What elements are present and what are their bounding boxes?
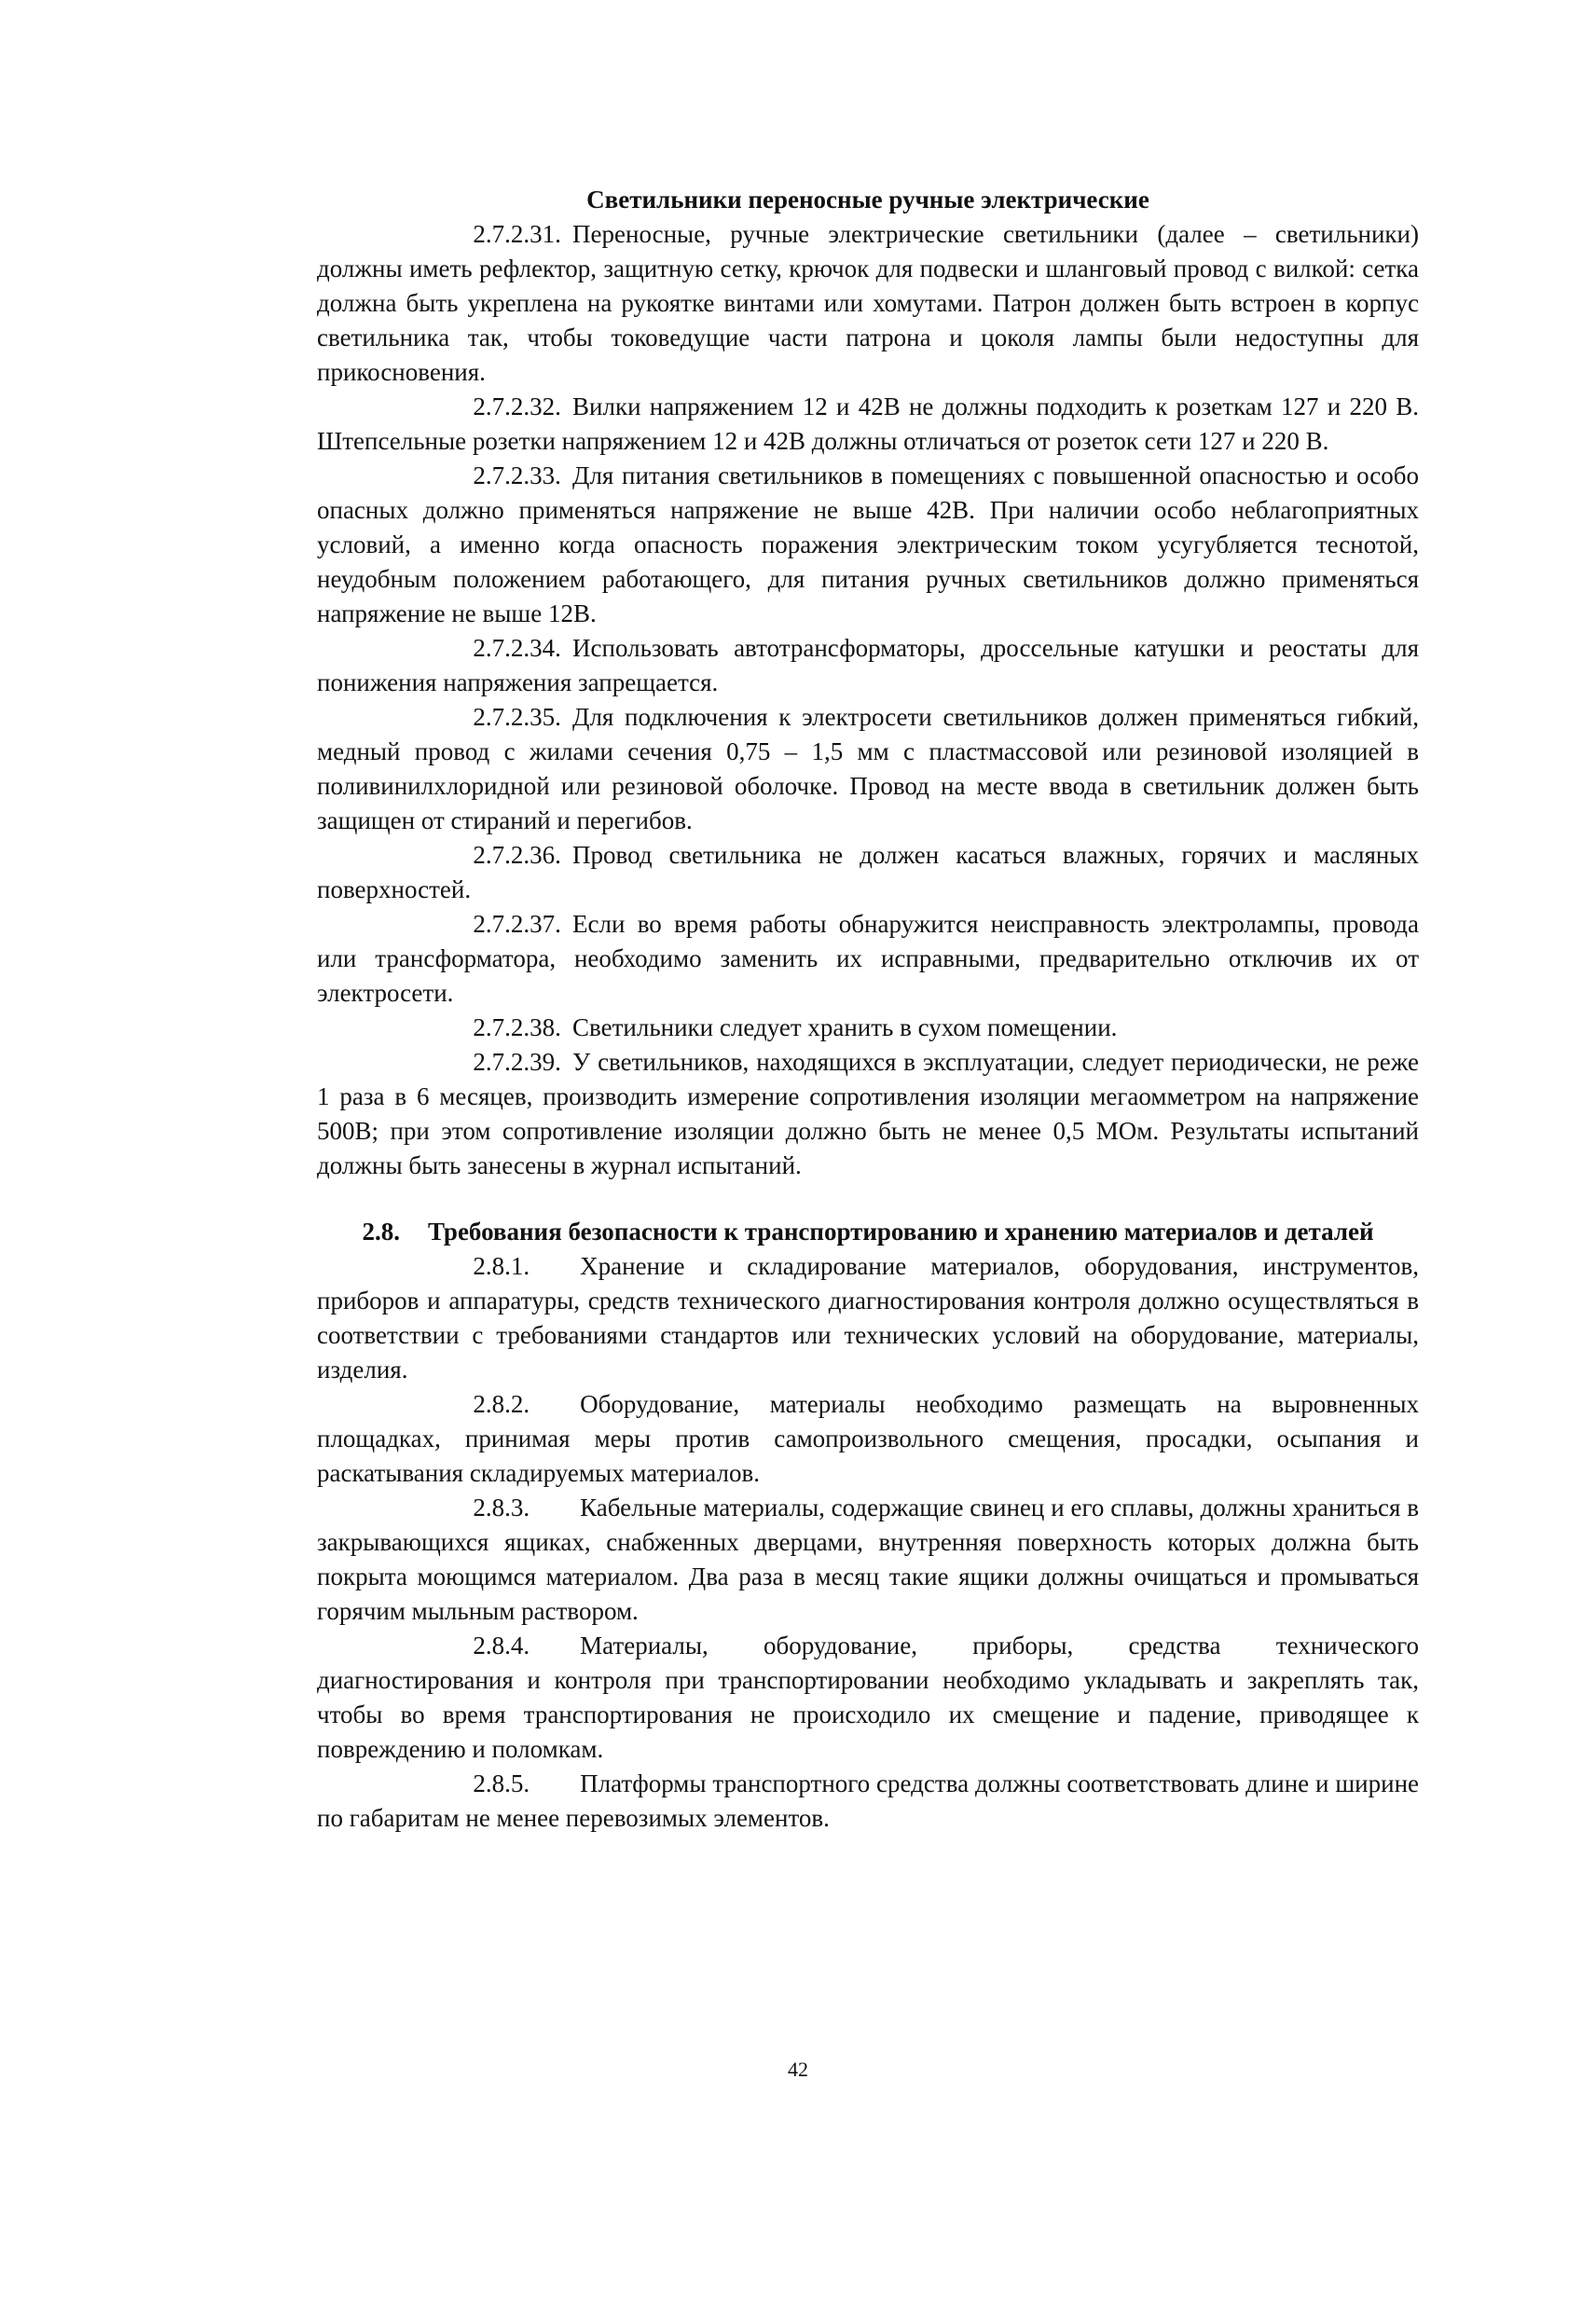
paragraph	[317, 459, 1419, 631]
paragraph-text: Платформы транспортного средства должны соответствовать длине и ширине по габаритам не менее перевозимых элементов.	[317, 1769, 1419, 1832]
paragraph	[317, 1491, 1419, 1629]
subsection-heading: Светильники переносные ручные электрические	[586, 186, 1149, 213]
paragraph-text: Провод светильника не должен касаться влажных, горячих и масляных поверхностей.	[317, 841, 1419, 903]
paragraph-number: 2.8.5.	[473, 1769, 530, 1797]
paragraph-number: 2.8.2.	[473, 1390, 530, 1418]
paragraph-text: У светильников, находящихся в эксплуатации, следует периодически, не реже 1 раза в 6 месяцев, производить измерение сопротивления изоляции мегаомметром на напряжение 500В; при этом сопротивление изоляции должно быть не менее 0,5 МОм. Результаты испытаний должны быть занесены в журнал испытаний.	[317, 1048, 1419, 1179]
paragraph	[317, 1011, 1419, 1045]
paragraph-text: Материалы, оборудование, приборы, средства технического диагностирования и контроля при транспортировании необходимо укладывать и закреплять так, чтобы во время транспортирования не происходило их смещение и падение, приводящее к повреждению и поломкам.	[317, 1631, 1419, 1763]
paragraph	[317, 631, 1419, 700]
paragraph-number: 2.7.2.33.	[473, 461, 561, 489]
paragraph-number: 2.8.3.	[473, 1494, 530, 1521]
paragraph-number: 2.7.2.31.	[473, 220, 561, 248]
paragraph-number: 2.7.2.36.	[473, 841, 561, 869]
paragraph	[317, 217, 1419, 390]
paragraph-text: Хранение и складирование материалов, оборудования, инструментов, приборов и аппаратуры, средств технического диагностирования контроля должно осуществляться в соответствии с требованиями стандартов или технических условий на оборудование, материалы, изделия.	[317, 1252, 1419, 1384]
paragraph-number: 2.7.2.32.	[473, 392, 561, 420]
paragraph-text: Вилки напряжением 12 и 42В не должны подходить к розеткам 127 и 220 В. Штепсельные розетки напряжением 12 и 42В должны отличаться от розеток сети 127 и 220 В.	[317, 392, 1419, 455]
paragraph	[317, 838, 1419, 907]
section-title: Требования безопасности к транспортированию и хранению материалов и деталей	[427, 1218, 1374, 1246]
paragraphs-group-a	[317, 217, 1419, 1183]
paragraph-number: 2.7.2.35.	[473, 703, 561, 731]
paragraph-text: Оборудование, материалы необходимо размещать на выровненных площадках, принимая меры против самопроизвольного смещения, просадки, осыпания и раскатывания складируемых материалов.	[317, 1390, 1419, 1487]
paragraph	[317, 1387, 1419, 1491]
paragraph-number: 2.7.2.39.	[473, 1048, 561, 1076]
paragraph	[317, 1629, 1419, 1767]
paragraph-text: Переносные, ручные электрические светильники (далее – светильники) должны иметь рефлектор, защитную сетку, крючок для подвески и шланговый провод с вилкой: сетка должна быть укреплена на рукоятке винтами или хомутами. Патрон должен быть встроен в корпус светильника так, чтобы токоведущие части патрона и цоколя лампы были недоступны для прикосновения.	[317, 220, 1419, 386]
paragraph-number: 2.7.2.38.	[473, 1013, 561, 1041]
paragraph	[317, 1767, 1419, 1836]
section-heading	[317, 1215, 1419, 1249]
paragraph-number: 2.7.2.34.	[473, 634, 561, 662]
paragraph	[317, 1249, 1419, 1387]
paragraph	[317, 1045, 1419, 1183]
paragraph-text: Если во время работы обнаружится неисправность электролампы, провода или трансформатора, необходимо заменить их исправными, предварительно отключив их от электросети.	[317, 910, 1419, 1007]
paragraph-number: 2.8.4.	[473, 1631, 530, 1659]
paragraph	[317, 700, 1419, 838]
paragraph	[317, 390, 1419, 459]
paragraph-text: Для подключения к электросети светильников должен применяться гибкий, медный провод с жилами сечения 0,75 – 1,5 мм с пластмассовой или резиновой изоляцией в поливинилхлоридной или резиновой оболочке. Провод на месте ввода в светильник должен быть защищен от стираний и перегибов.	[317, 703, 1419, 834]
section-number: 2.8.	[362, 1218, 400, 1246]
paragraph-text: Светильники следует хранить в сухом помещении.	[572, 1013, 1118, 1041]
document-page	[317, 183, 1419, 1836]
paragraph-text: Кабельные материалы, содержащие свинец и его сплавы, должны храниться в закрывающихся ящиках, снабженных дверцами, внутренняя поверхность которых должна быть покрыта моющимся материалом. Два раза в месяц такие ящики должны очищаться и промываться горячим мыльным раствором.	[317, 1494, 1419, 1625]
paragraph-text: Использовать автотрансформаторы, дроссельные катушки и реостаты для понижения напряжения запрещается.	[317, 634, 1419, 696]
paragraph	[317, 907, 1419, 1011]
paragraph-text: Для питания светильников в помещениях с повышенной опасностью и особо опасных должно применяться напряжение не выше 42В. При наличии особо неблагоприятных условий, а именно когда опасность поражения электрическим током усугубляется теснотой, неудобным положением работающего, для питания ручных светильников должно применяться напряжение не выше 12В.	[317, 461, 1419, 627]
paragraph-number: 2.8.1.	[473, 1252, 530, 1280]
paragraphs-group-b	[317, 1249, 1419, 1836]
paragraph-number: 2.7.2.37.	[473, 910, 561, 938]
page-number: 42	[788, 2058, 808, 2081]
